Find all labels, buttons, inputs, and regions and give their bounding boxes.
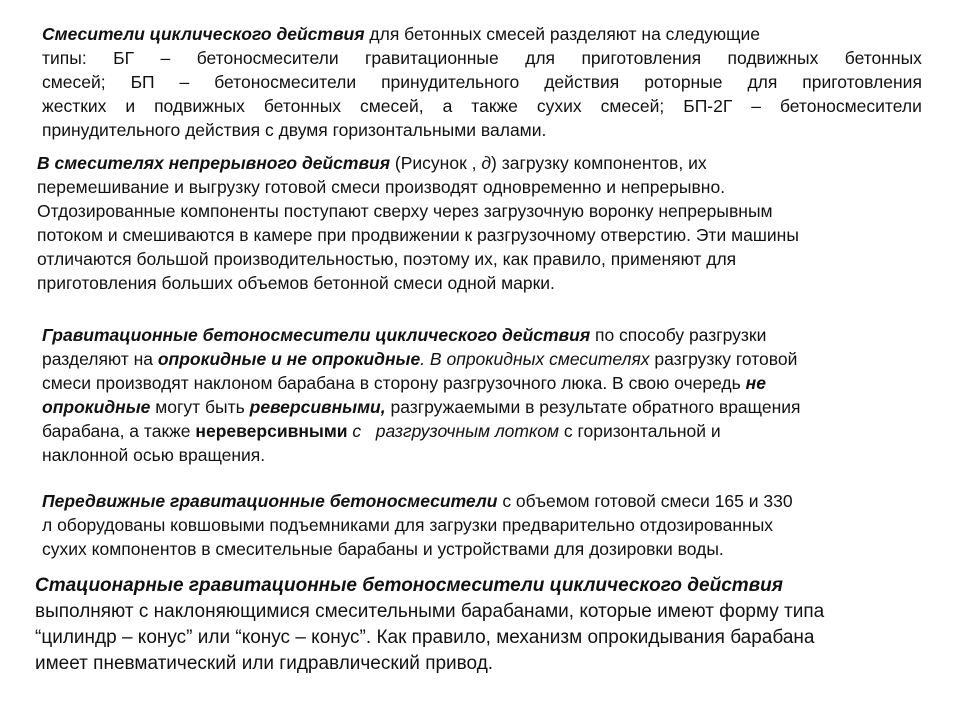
word: также	[471, 96, 518, 116]
text-line: сухих компонентов в смесительные барабаны и устройствами для дозировки воды.	[42, 539, 724, 559]
word: а	[442, 96, 453, 116]
word: подвижных	[727, 48, 819, 68]
word: бетоносмесители	[196, 48, 339, 68]
word: бетонных	[263, 96, 342, 116]
word: БП	[130, 72, 155, 92]
text-line: наклонной осью вращения.	[42, 445, 266, 465]
text-line: потоком и смешиваются в камере при продвижении к разгрузочному отверстию. Эти машины	[37, 225, 799, 245]
term-cyclic-mixers: Смесители циклического действия	[42, 24, 365, 44]
text-line: принудительного действия с двумя горизонтальными валами.	[42, 120, 547, 140]
text: разгружаемыми в результате обратного вращения	[385, 397, 801, 417]
text: (Рисунок ,	[390, 153, 482, 173]
paragraph-stationary-mixers	[35, 573, 915, 677]
term-not: не	[745, 373, 766, 393]
paragraph-gravity-cyclic-mixers	[42, 323, 916, 467]
text: барабана, а также	[42, 421, 196, 441]
text-line: Отдозированные компоненты поступают сверху через загрузочную воронку непрерывным	[37, 201, 773, 221]
text-line: отличаются большой производительностью, поэтому их, как правило, применяют для	[37, 249, 737, 269]
word: для	[747, 72, 778, 92]
text: разделяют на	[42, 349, 158, 369]
text: смеси производят наклоном барабана в сторону разгрузочного люка. В свою очередь	[42, 373, 746, 393]
text-line: выполняют с наклоняющимися смесительными барабанами, которые имеют форму типа	[35, 601, 825, 622]
text-line: перемешивание и выгрузку готовой смеси производят одновременно и непрерывно.	[37, 177, 726, 197]
word: смесей,	[359, 96, 424, 116]
word: бетоносмесители	[779, 96, 922, 116]
paragraph-continuous-mixers	[37, 151, 917, 295]
paragraph-mobile-mixers	[42, 489, 922, 561]
text: могут быть	[150, 397, 250, 417]
word: приготовления	[581, 48, 702, 68]
text-line	[42, 70, 922, 94]
word: приготовления	[802, 72, 922, 92]
text-line: приготовления больших объемов бетонной смеси одной марки.	[37, 273, 555, 293]
word: принудительного	[381, 72, 520, 92]
text: по способу разгрузки	[590, 325, 767, 345]
word: жестких	[42, 96, 107, 116]
word: БГ	[113, 48, 135, 68]
term-nonreversible: нереверсивными	[195, 421, 348, 441]
word: бетоносмесители	[214, 72, 357, 92]
text-italic: с разгрузочным лотком	[347, 421, 559, 441]
word: типы:	[42, 48, 87, 68]
term-tilting-2: опрокидные	[42, 397, 151, 417]
text-line	[42, 94, 922, 118]
word: смесей;	[600, 96, 665, 116]
term-reversible: реверсивными,	[249, 397, 386, 417]
text-line: л оборудованы ковшовыми подъемниками для загрузки предварительно отдозированных	[42, 515, 774, 535]
term-tilting: опрокидные и не опрокидные	[157, 349, 421, 369]
figure-letter: д	[481, 153, 492, 173]
word: действия	[544, 72, 620, 92]
word: и	[125, 96, 136, 116]
word: подвижных	[154, 96, 245, 116]
word: для	[525, 48, 556, 68]
text-italic: . В опрокидных смесителях	[420, 349, 650, 369]
word: –	[179, 72, 190, 92]
text-line: имеет пневматический или гидравлический привод.	[35, 653, 494, 674]
text-line: “цилиндр – конус” или “конус – конус”. Как правило, механизм опрокидывания барабана	[35, 627, 815, 648]
word: роторные	[644, 72, 723, 92]
text: разгрузку готовой	[649, 349, 798, 369]
text: для бетонных смесей разделяют на следующие	[364, 24, 760, 44]
word: –	[751, 96, 761, 116]
word: –	[160, 48, 171, 68]
text: с объемом готовой смеси 165 и 330	[497, 491, 793, 511]
word: БП-2Г	[683, 96, 733, 116]
term-continuous-mixers: В смесителях непрерывного действия	[37, 153, 391, 173]
paragraph-cyclic-mixers	[42, 22, 922, 142]
text: ) загрузку компонентов, их	[491, 153, 707, 173]
word: сухих	[536, 96, 582, 116]
term-gravity-cyclic: Гравитационные бетоносмесители циклического действия	[42, 325, 591, 345]
word: гравитационные	[365, 48, 499, 68]
text-line	[42, 46, 922, 70]
term-stationary-mixers: Стационарные гравитационные бетоносмесители циклического действия	[35, 575, 783, 596]
word: бетонных	[844, 48, 922, 68]
term-mobile-mixers: Передвижные гравитационные бетоносмесители	[42, 491, 498, 511]
word: смесей;	[42, 72, 106, 92]
text: с горизонтальной и	[559, 421, 721, 441]
